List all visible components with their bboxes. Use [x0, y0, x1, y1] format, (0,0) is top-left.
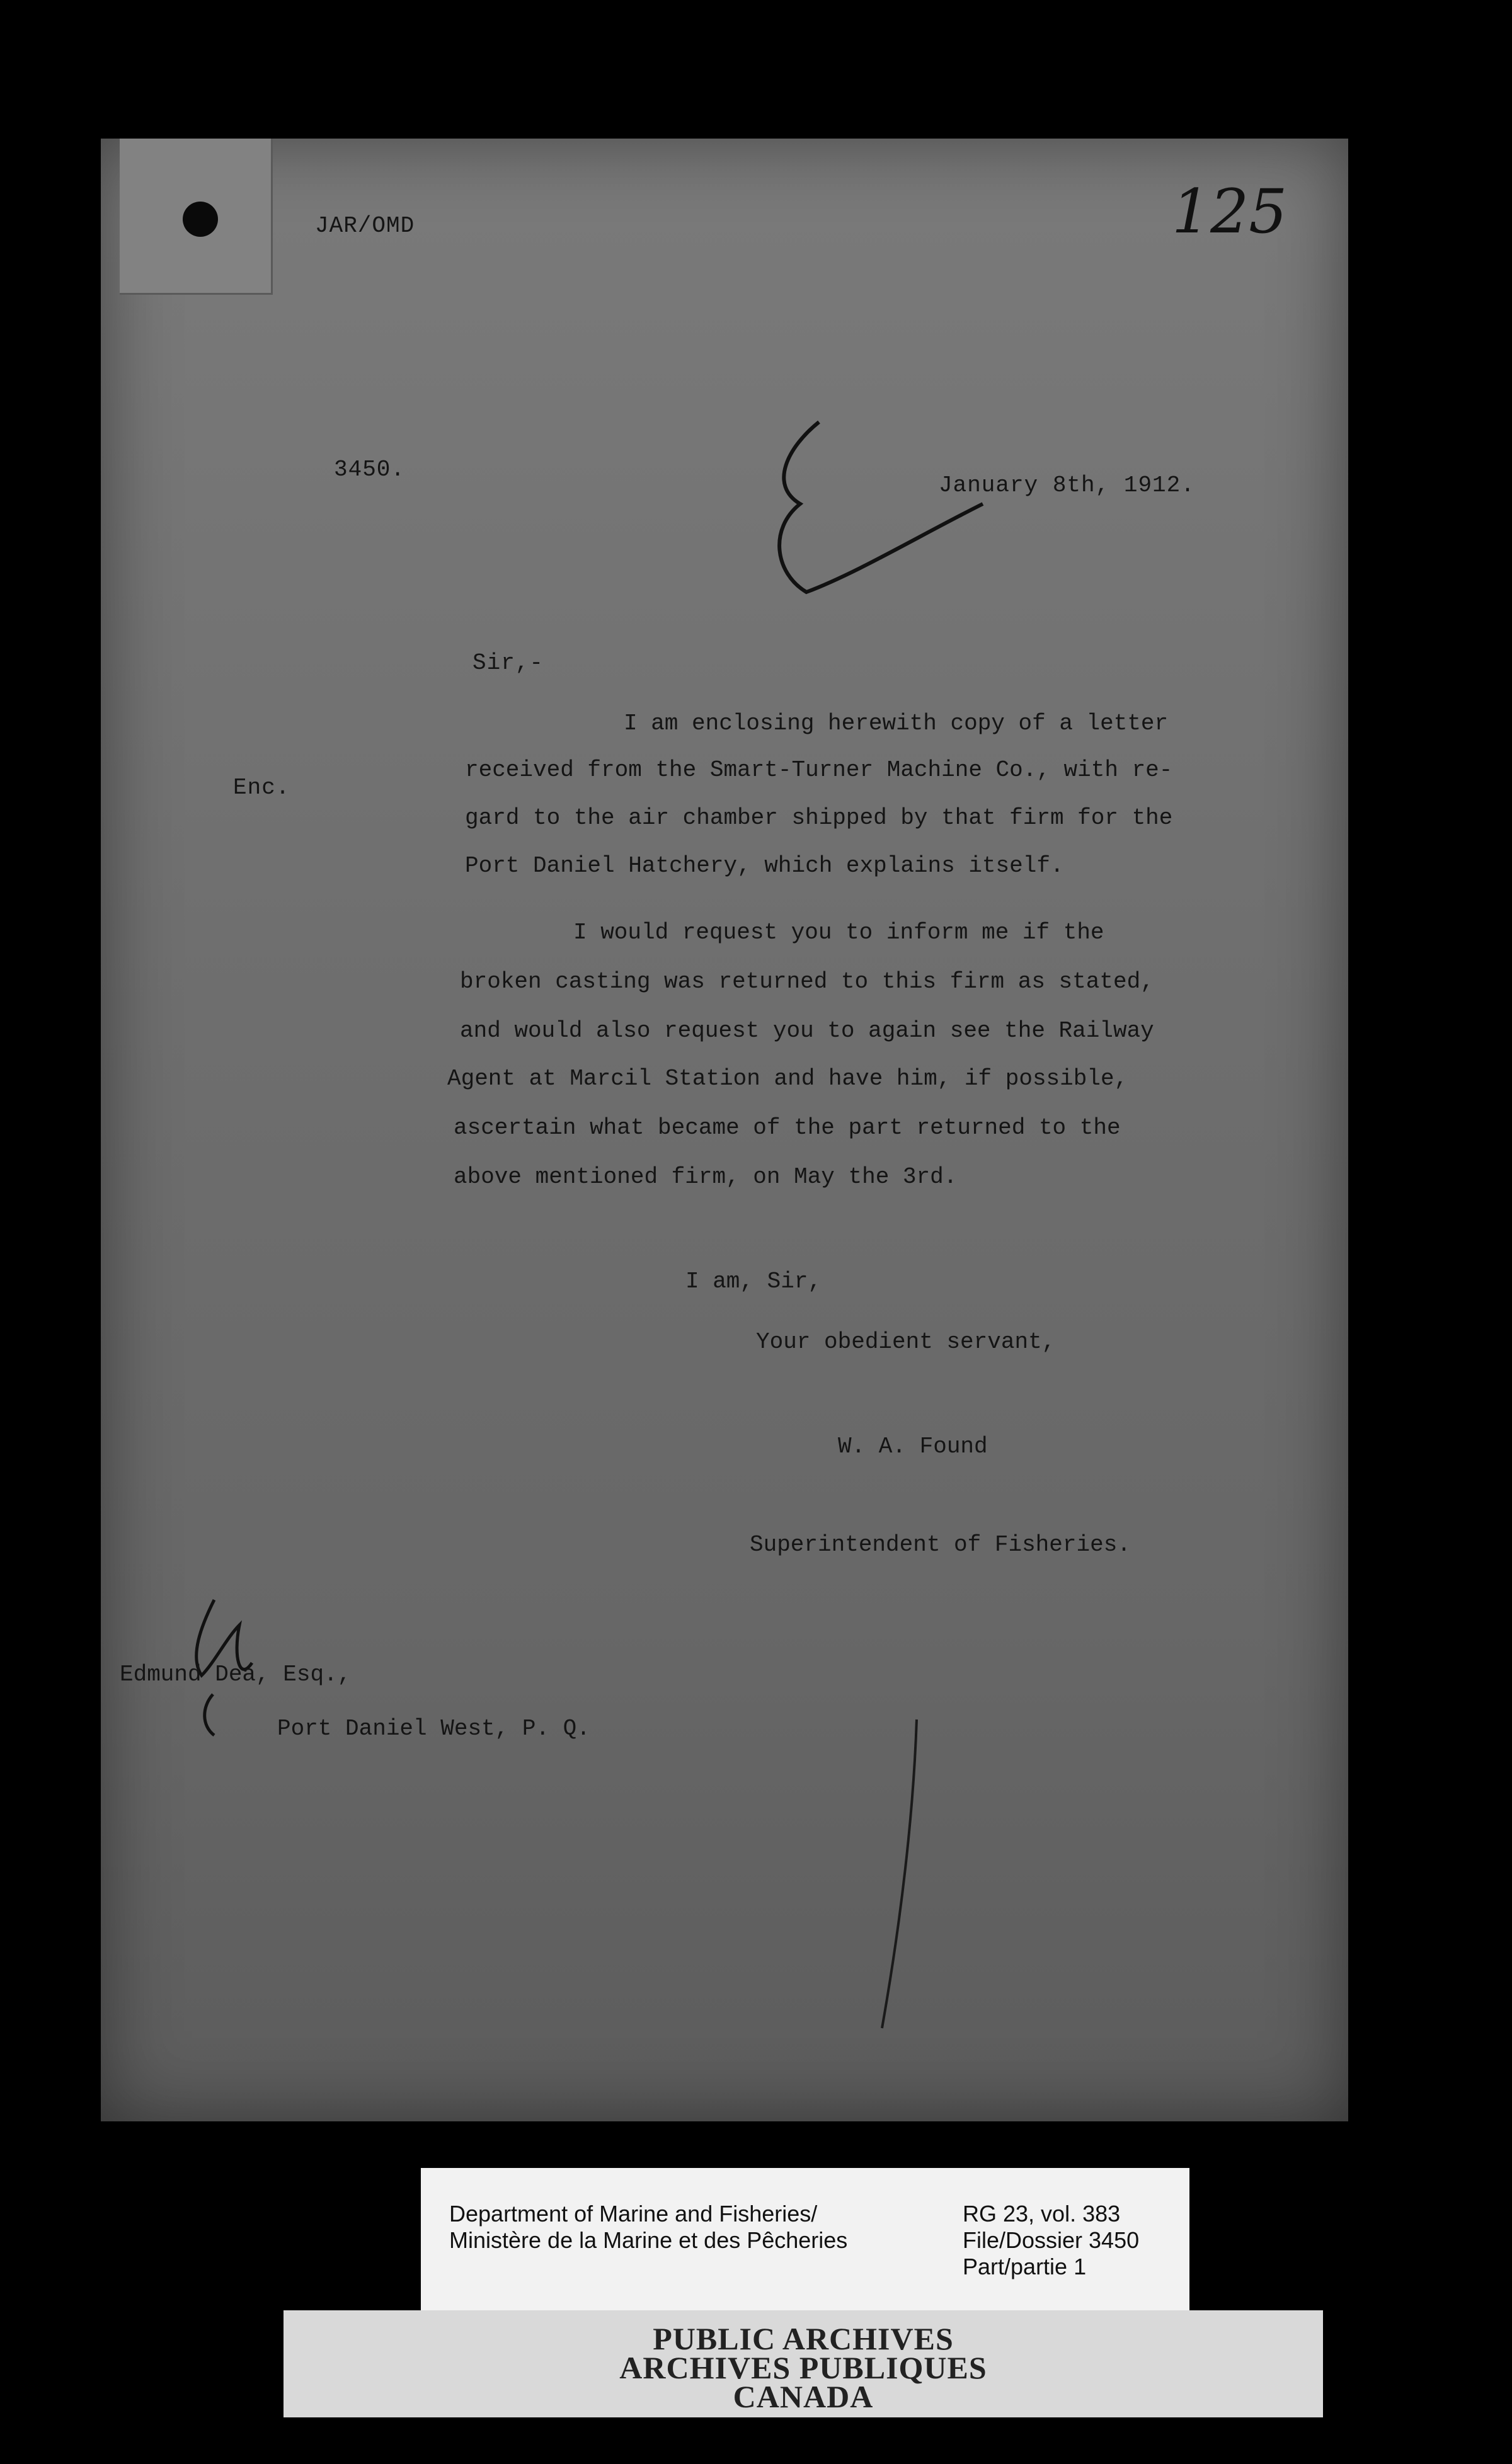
reference-line: Part/partie 1 — [963, 2254, 1087, 2279]
body-line: above mentioned firm, on May the 3rd. — [454, 1164, 958, 1190]
letter-date: January 8th, 1912. — [939, 472, 1195, 498]
body-line: ascertain what became of the part returned to the — [454, 1115, 1121, 1141]
body-line: and would also request you to again see the Railway — [460, 1018, 1154, 1044]
handwritten-mark — [731, 409, 1021, 611]
body-line: Port Daniel Hatchery, which explains itself. — [465, 853, 1064, 879]
archive-reference-label — [421, 2168, 1189, 2319]
stamp-line: CANADA — [733, 2379, 874, 2414]
body-line: I would request you to inform me if the — [573, 920, 1104, 945]
closing-line: Your obedient servant, — [756, 1329, 1056, 1355]
body-line: Agent at Marcil Station and have him, if possible, — [447, 1066, 1128, 1092]
public-archives-stamp — [284, 2310, 1323, 2417]
letter-page — [101, 139, 1348, 2121]
file-number: 3450. — [334, 457, 406, 482]
department-line: Department of Marine and Fisheries/ — [449, 2201, 818, 2227]
stamp-line: PUBLIC ARCHIVES — [653, 2321, 954, 2356]
handwritten-page-number: 125 — [1172, 176, 1288, 247]
enclosure-mark: Enc. — [233, 775, 290, 801]
handwritten-stroke — [857, 1713, 932, 2041]
body-line: gard to the air chamber shipped by that firm for the — [465, 805, 1173, 831]
signatory-name: W. A. Found — [838, 1434, 988, 1459]
punch-hole — [183, 202, 218, 237]
addressee-name: Edmund Dea, Esq., — [120, 1662, 352, 1687]
reference-line: RG 23, vol. 383 — [963, 2201, 1121, 2227]
salutation: Sir,- — [472, 650, 544, 676]
body-line: received from the Smart-Turner Machine Co., with re- — [465, 757, 1173, 783]
department-line: Ministère de la Marine et des Pêcheries — [449, 2227, 848, 2253]
signatory-title: Superintendent of Fisheries. — [750, 1532, 1131, 1558]
department-block — [449, 2201, 847, 2254]
reference-initials: JAR/OMD — [315, 213, 415, 239]
body-line: broken casting was returned to this firm as stated, — [460, 969, 1154, 995]
reference-line: File/Dossier 3450 — [963, 2227, 1140, 2253]
reference-block — [963, 2201, 1139, 2280]
addressee-address: Port Daniel West, P. Q. — [277, 1716, 590, 1742]
stamp-line: ARCHIVES PUBLIQUES — [619, 2350, 987, 2385]
body-line: I am enclosing herewith copy of a letter — [624, 710, 1169, 736]
closing-line: I am, Sir, — [685, 1269, 822, 1294]
